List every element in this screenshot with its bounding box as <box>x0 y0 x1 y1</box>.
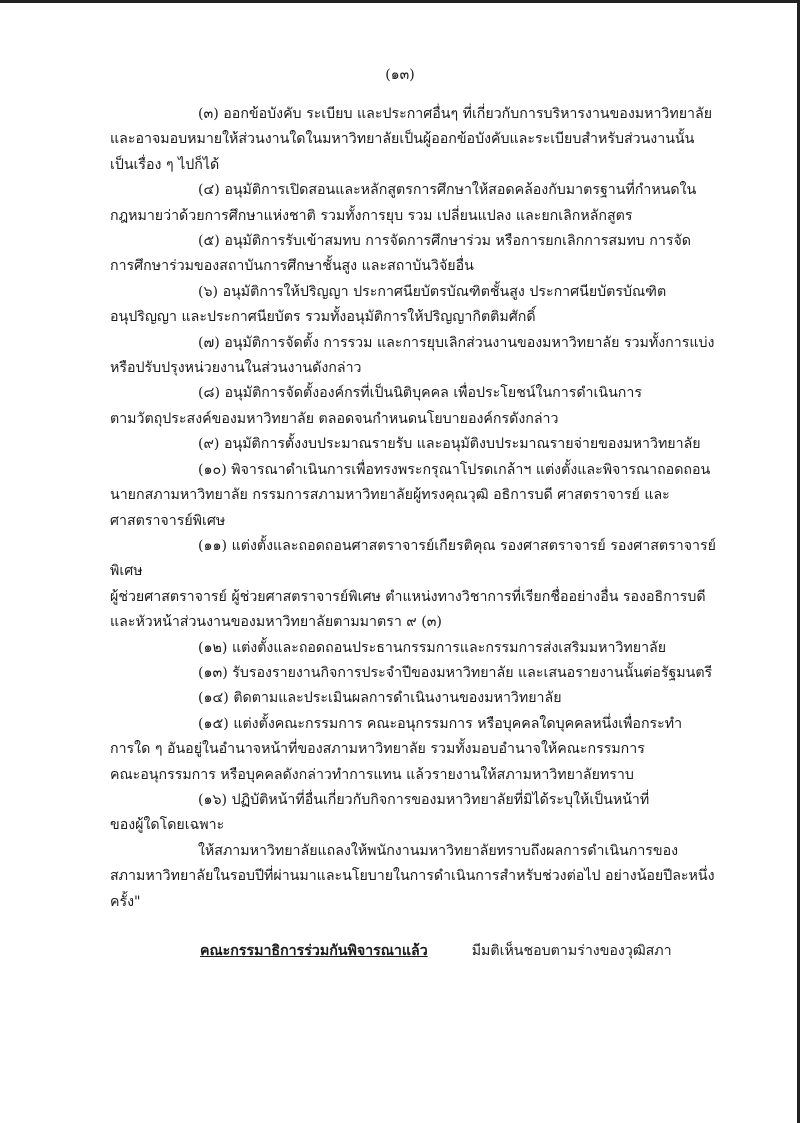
clause-line: (๑๕) แต่งตั้งคณะกรรมการ คณะอนุกรรมการ หรือบุคคลใดบุคคลหนึ่งเพื่อกระทำ <box>198 715 683 732</box>
clause-line: กฎหมายว่าด้วยการศึกษาแห่งชาติ รวมทั้งการยุบ รวม เปลี่ยนแปลง และยกเลิกหลักสูตร <box>110 207 633 224</box>
clause-line: หรือปรับปรุงหน่วยงานในส่วนงานดังกล่าว <box>110 360 362 377</box>
clause-line: (๑๐) พิจารณาดำเนินการเพื่อทรงพระกรุณาโปรดเกล้าฯ แต่งตั้งและพิจารณาถอดถอน <box>198 461 711 478</box>
clause-8 <box>110 381 730 432</box>
annual-report-paragraph <box>110 839 730 915</box>
clause-line: (๑๑) แต่งตั้งและถอดถอนศาสตราจารย์เกียรติคุณ รองศาสตราจารย์ รองศาสตราจารย์พิเศษ <box>110 537 716 580</box>
clause-13 <box>110 661 730 686</box>
clause-10 <box>110 458 730 534</box>
clause-line: (๑๒) แต่งตั้งและถอดถอนประธานกรรมการและกรรมการส่งเสริมมหาวิทยาลัย <box>198 639 667 656</box>
clause-16 <box>110 788 730 839</box>
clause-12 <box>110 636 730 661</box>
clause-line: (๗) อนุมัติการจัดตั้ง การรวม และการยุบเลิกส่วนงานของมหาวิทยาลัย รวมทั้งการแบ่ง <box>198 334 715 351</box>
committee-resolution <box>200 938 720 964</box>
clause-3 <box>110 102 730 178</box>
clause-line: การศึกษาร่วมของสถาบันการศึกษาชั้นสูง และสถาบันวิจัยอื่น <box>110 258 474 275</box>
clause-6 <box>110 280 730 331</box>
clause-5 <box>110 229 730 280</box>
clause-line: ตามวัตถุประสงค์ของมหาวิทยาลัย ตลอดจนกำหนดนโยบายองค์กรดังกล่าว <box>110 410 559 427</box>
clause-line: คณะอนุกรรมการ หรือบุคคลดังกล่าวทำการแทน แล้วรายงานให้สภามหาวิทยาลัยทราบ <box>110 766 634 783</box>
page-number: (๑๓) <box>385 67 415 83</box>
clause-line: ศาสตราจารย์พิเศษ <box>110 512 226 529</box>
document-body <box>110 102 730 915</box>
clause-line: (๓) ออกข้อบังคับ ระเบียบ และประกาศอื่นๆ ที่เกี่ยวกับการบริหารงานของมหาวิทยาลัย <box>198 106 713 122</box>
clause-line: (๑๔) ติดตามและประเมินผลการดำเนินงานของมหาวิทยาลัย <box>198 690 562 707</box>
clause-line: (๖) อนุมัติการให้ปริญญา ประกาศนียบัตรบัณฑิตชั้นสูง ประกาศนียบัตรบัณฑิต <box>198 283 667 300</box>
clause-7 <box>110 331 730 382</box>
clause-line: สภามหาวิทยาลัยในรอบปีที่ผ่านมาและนโยบายในการดำเนินการสำหรับช่วงต่อไป อย่างน้อยปีละหนึ่งครั้ง" <box>110 868 715 910</box>
clause-line: (๘) อนุมัติการจัดตั้งองค์กรที่เป็นนิติบุคคล เพื่อประโยชน์ในการดำเนินการ <box>198 385 642 402</box>
clause-line: นายกสภามหาวิทยาลัย กรรมการสภามหาวิทยาลัยผู้ทรงคุณวุฒิ อธิการบดี ศาสตราจารย์ และ <box>110 487 670 504</box>
clause-line: (๑๖) ปฏิบัติหน้าที่อื่นเกี่ยวกับกิจการของมหาวิทยาลัยที่มิได้ระบุให้เป็นหน้าที่ <box>198 791 650 808</box>
clause-line: ผู้ช่วยศาสตราจารย์ ผู้ช่วยศาสตราจารย์พิเศษ ตำแหน่งทางวิชาการที่เรียกชื่ออย่างอื่น รองอธิการบดี <box>110 588 706 605</box>
clause-15 <box>110 712 730 788</box>
clause-line: อนุปริญญา และประกาศนียบัตร รวมทั้งอนุมัติการให้ปริญญากิตติมศักดิ์ <box>110 309 536 326</box>
clause-line: และหัวหน้าส่วนงานของมหาวิทยาลัยตามมาตรา ๙ (๓) <box>110 614 442 631</box>
committee-label: คณะกรรมาธิการร่วมกันพิจารณาแล้ว <box>200 943 428 959</box>
clause-line: (๙) อนุมัติการตั้งงบประมาณรายรับ และอนุมัติงบประมาณรายจ่ายของมหาวิทยาลัย <box>198 436 701 453</box>
clause-9 <box>110 432 730 457</box>
clause-line: (๑๓) รับรองรายงานกิจการประจำปีของมหาวิทยาลัย และเสนอรายงานนั้นต่อรัฐมนตรี <box>198 664 713 681</box>
committee-opinion: มีมติเห็นชอบตามร่างของวุฒิสภา <box>471 943 672 959</box>
scan-edge-top <box>0 0 800 3</box>
clause-line: ให้สภามหาวิทยาลัยแถลงให้พนักงานมหาวิทยาลัยทราบถึงผลการดำเนินการของ <box>198 842 679 859</box>
clause-line: และอาจมอบหมายให้ส่วนงานใดในมหาวิทยาลัยเป็นผู้ออกข้อบังคับและระเบียบสำหรับส่วนงานนั้น <box>110 131 695 148</box>
clause-line: ของผู้ใดโดยเฉพาะ <box>110 817 225 834</box>
clause-14 <box>110 686 730 711</box>
clause-line: การใด ๆ อันอยู่ในอำนาจหน้าที่ของสภามหาวิทยาลัย รวมทั้งมอบอำนาจให้คณะกรรมการ <box>110 741 645 758</box>
clause-line: (๔) อนุมัติการเปิดสอนและหลักสูตรการศึกษาให้สอดคล้องกับมาตรฐานที่กำหนดใน <box>198 182 697 199</box>
clause-11 <box>110 534 730 636</box>
clause-line: เป็นเรื่อง ๆ ไปก็ได้ <box>110 156 220 173</box>
clause-4 <box>110 178 730 229</box>
clause-line: (๕) อนุมัติการรับเข้าสมทบ การจัดการศึกษาร่วม หรือการยกเลิกการสมทบ การจัด <box>198 233 692 250</box>
